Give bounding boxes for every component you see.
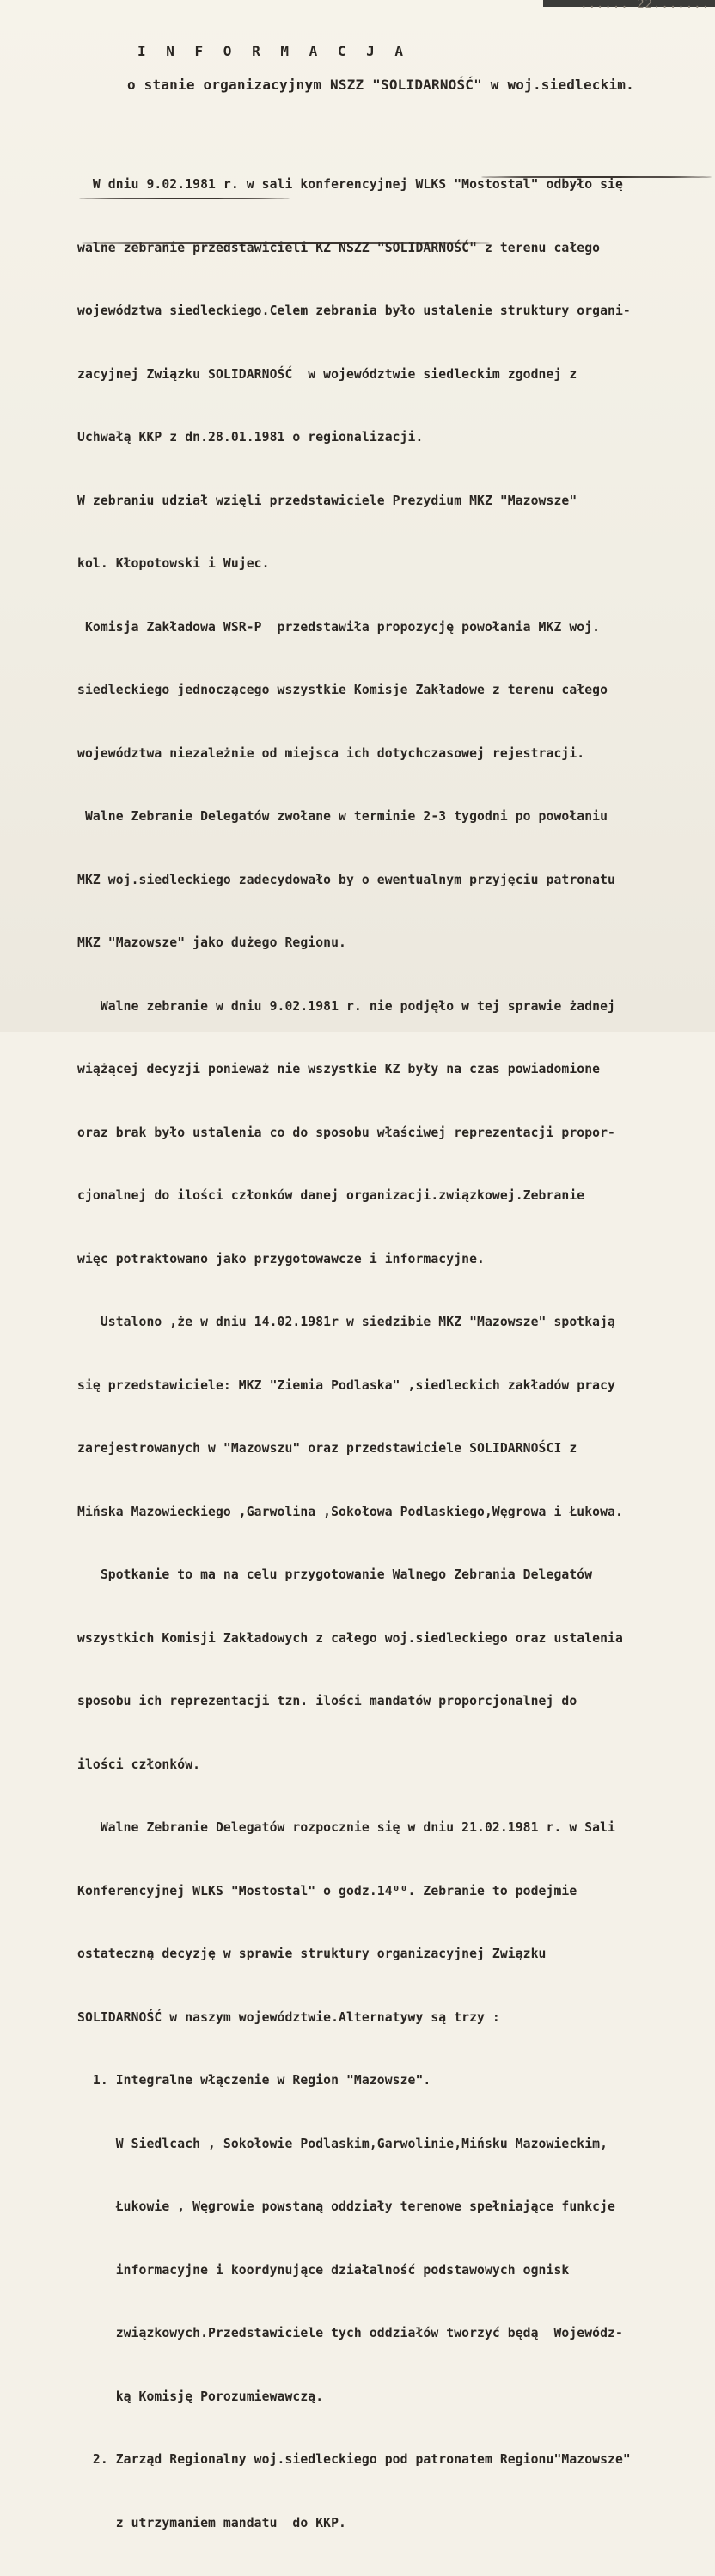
document-title: I N F O R M A C J A [138,43,410,59]
body-line: Mińska Mazowieckiego ,Garwolina ,Sokołowa Podlaskiego,Węgrowa i Łukowa. [77,1504,623,1519]
document-body [77,132,715,2576]
handwritten-underline [82,242,490,244]
body-line: województwa niezależnie od miejsca ich dotychczasowej rejestracji. [77,745,585,761]
body-line: MKZ woj.siedleckiego zadecydowało by o ewentualnym przyjęciu patronatu [77,872,615,887]
body-line: MKZ "Mazowsze" jako dużego Regionu. [77,935,346,950]
body-line: województwa siedleckiego.Celem zebrania było ustalenie struktury organi- [77,304,631,318]
body-line: Ustalono ,że w dniu 14.02.1981r w siedzibie MKZ "Mazowsze" spotkają [77,1315,615,1329]
body-line: 2. Zarząd Regionalny woj.siedleckiego pod patronatem Regionu"Mazowsze" [77,2452,631,2467]
body-line: zacyjnej Związku SOLIDARNOŚĆ w województwie siedleckim zgodnej z [77,366,578,382]
body-line: z utrzymaniem mandatu do KKP. [77,2515,346,2530]
body-line: sposobu ich reprezentacji tzn. ilości mandatów proporcjonalnej do [77,1694,578,1708]
body-line: więc potraktowano jako przygotowawcze i informacyjne. [77,1251,485,1267]
document-subtitle: o stanie organizacyjnym NSZZ "SOLIDARNOŚĆ" w woj.siedleckim. [127,77,634,93]
body-line: siedleckiego jednoczącego wszystkie Komisje Zakładowe z terenu całego [77,683,608,697]
header-fragment: ...... 22....... [580,0,710,11]
body-line: walne zebranie przedstawicieli KZ NSZZ "SOLIDARNOŚĆ" z terenu całego [77,240,601,255]
handwritten-underline [79,198,290,199]
body-line: 1. Integralne włączenie w Region "Mazowsze". [77,2073,431,2088]
handwritten-underline [481,176,712,178]
body-line: Komisja Zakładowa WSR-P przedstawiła propozycję powołania MKZ woj. [77,619,601,635]
body-line: zarejestrowanych w "Mazowszu" oraz przedstawiciele SOLIDARNOŚCI z [77,1441,578,1456]
body-line: ilości członków. [77,1757,201,1772]
body-line: kol. Kłopotowski i Wujec. [77,556,270,571]
body-line: W Siedlcach , Sokołowie Podlaskim,Garwolinie,Mińsku Mazowieckim, [77,2136,608,2151]
body-line: Konferencyjnej WLKS "Mostostal" o godz.14⁰⁰. Zebranie to podejmie [77,1883,578,1898]
body-line: Uchwałą KKP z dn.28.01.1981 o regionalizacji. [77,430,424,445]
body-line: Łukowie , Węgrowie powstaną oddziały terenowe spełniające funkcje [77,2199,615,2214]
body-line: się przedstawiciele: MKZ "Ziemia Podlaska" ,siedleckich zakładów pracy [77,1377,615,1393]
body-line: ostateczną decyzję w sprawie struktury organizacyjnej Związku [77,1947,547,1961]
body-line: Walne zebranie w dniu 9.02.1981 r. nie podjęło w tej sprawie żadnej [77,998,615,1014]
body-line: oraz brak było ustalenia co do sposobu właściwej reprezentacji propor- [77,1125,615,1140]
body-line: Walne Zebranie Delegatów rozpocznie się w dniu 21.02.1981 r. w Sali [77,1820,615,1835]
body-line: wszystkich Komisji Zakładowych z całego woj.siedleckiego oraz ustalenia [77,1630,623,1646]
body-line: związkowych.Przedstawiciele tych oddziałów tworzyć będą Wojewódz- [77,2326,623,2340]
body-line: informacyjne i koordynujące działalność podstawowych ognisk [77,2262,570,2278]
body-line: cjonalnej do ilości członków danej organizacji.związkowej.Zebranie [77,1188,585,1203]
body-line: W zebraniu udział wzięli przedstawiciele Prezydium MKZ "Mazowsze" [77,493,578,508]
body-line: Spotkanie to ma na celu przygotowanie Walnego Zebrania Delegatów [77,1567,593,1582]
body-line: ką Komisję Porozumiewawczą. [77,2389,324,2404]
body-line: W dniu 9.02.1981 r. w sali konferencyjnej WLKS "Mostostal" odbyło się [77,177,623,192]
body-line: SOLIDARNOŚĆ w naszym województwie.Alternatywy są trzy : [77,2009,500,2025]
body-line: Walne Zebranie Delegatów zwołane w terminie 2-3 tygodni po powołaniu [77,809,608,824]
body-line: wiążącej decyzji ponieważ nie wszystkie KZ były na czas powiadomione [77,1062,601,1076]
